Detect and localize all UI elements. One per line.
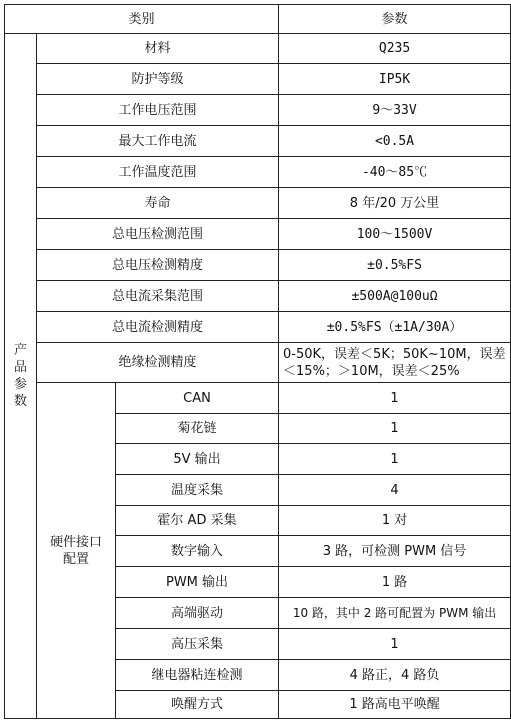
header-params: 参数 — [279, 5, 511, 34]
hw-value: 1 — [279, 414, 511, 444]
param-name: 总电压检测精度 — [37, 250, 279, 281]
param-value: -40～85℃ — [279, 157, 511, 188]
hw-value: 1 对 — [279, 506, 511, 536]
param-name: 绝缘检测精度 — [37, 343, 279, 383]
group-label-product-params: 产 品 参 数 — [5, 34, 37, 719]
param-name: 寿命 — [37, 188, 279, 219]
param-name: 材料 — [37, 34, 279, 64]
header-category: 类别 — [5, 5, 279, 34]
param-value: 100～1500V — [279, 219, 511, 250]
hw-value: 1 — [279, 383, 511, 414]
hw-name: 菊花链 — [116, 414, 279, 444]
table-row — [5, 126, 511, 157]
param-value: 0-50K，误差＜5K；50K~10M，误差＜15%；＞10M，误差＜25% — [279, 343, 511, 383]
param-name: 总电压检测范围 — [37, 219, 279, 250]
hw-name: CAN — [116, 383, 279, 414]
hw-value: 1 — [279, 444, 511, 475]
spec-table — [4, 4, 511, 719]
param-name: 工作电压范围 — [37, 95, 279, 126]
table-row — [5, 188, 511, 219]
table-row — [5, 343, 511, 383]
param-value: 9～33V — [279, 95, 511, 126]
hw-name: 数字输入 — [116, 536, 279, 567]
param-value: ±500A@100uΩ — [279, 281, 511, 312]
param-name: 最大工作电流 — [37, 126, 279, 157]
hw-value: 4 路正，4 路负 — [279, 660, 511, 691]
param-value: 8 年/20 万公里 — [279, 188, 511, 219]
param-name: 防护等级 — [37, 64, 279, 95]
table-row — [5, 312, 511, 343]
param-name: 总电流检测精度 — [37, 312, 279, 343]
param-name: 工作温度范围 — [37, 157, 279, 188]
hw-name: 高端驱动 — [116, 598, 279, 629]
table-row — [5, 157, 511, 188]
hw-name: 继电器粘连检测 — [116, 660, 279, 691]
hw-name: 高压采集 — [116, 629, 279, 660]
table-row — [5, 383, 511, 414]
hw-name: 唤醒方式 — [116, 691, 279, 719]
hw-value: 3 路，可检测 PWM 信号 — [279, 536, 511, 567]
table-row — [5, 95, 511, 126]
hw-value: 1 — [279, 629, 511, 660]
group-label-hardware-interface: 硬件接口 配置 — [37, 383, 116, 719]
hw-value: 1 路高电平唤醒 — [279, 691, 511, 719]
table-row — [5, 34, 511, 64]
table-row — [5, 250, 511, 281]
hw-name: 霍尔 AD 采集 — [116, 506, 279, 536]
hw-name: 温度采集 — [116, 475, 279, 506]
param-value: ±0.5%FS — [279, 250, 511, 281]
param-value: IP5K — [279, 64, 511, 95]
table-row — [5, 281, 511, 312]
header-row — [5, 5, 511, 34]
hw-value: 4 — [279, 475, 511, 506]
table-row — [5, 219, 511, 250]
param-value: Q235 — [279, 34, 511, 64]
hw-name: PWM 输出 — [116, 567, 279, 598]
param-name: 总电流采集范围 — [37, 281, 279, 312]
hw-name: 5V 输出 — [116, 444, 279, 475]
param-value: <0.5A — [279, 126, 511, 157]
param-value: ±0.5%FS（±1A/30A） — [279, 312, 511, 343]
hw-value: 10 路，其中 2 路可配置为 PWM 输出 — [279, 598, 511, 629]
table-row — [5, 64, 511, 95]
hw-value: 1 路 — [279, 567, 511, 598]
